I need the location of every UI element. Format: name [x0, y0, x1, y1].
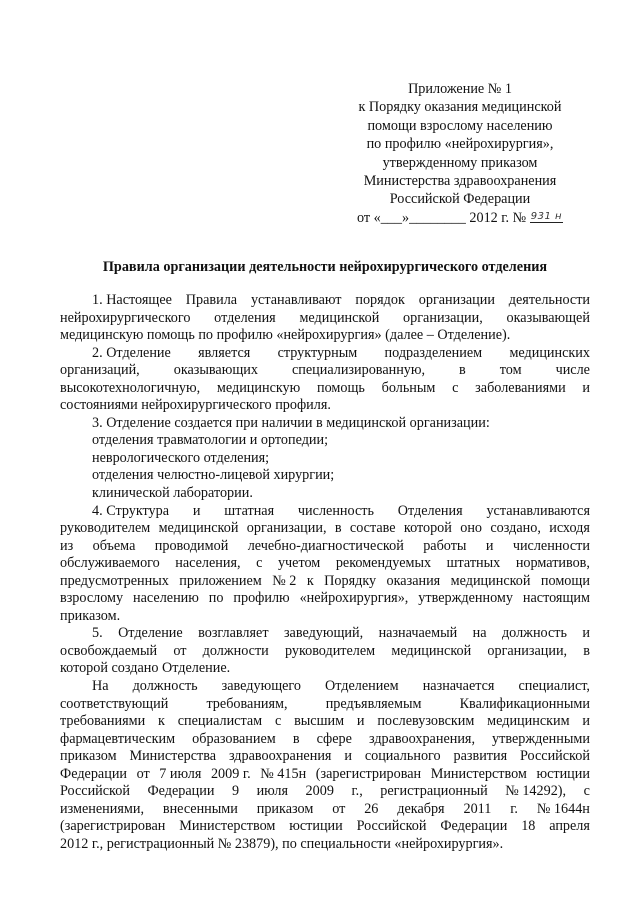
paragraph — [60, 485, 590, 503]
appendix-line: помощи взрослому населению — [367, 117, 553, 134]
text-line — [60, 345, 590, 363]
word: возглавляет — [198, 625, 269, 642]
word: нейрохирургического — [60, 309, 191, 326]
word: заведующий, — [283, 625, 364, 642]
word: рекомендуемых — [335, 555, 432, 572]
word: исходя — [549, 520, 590, 537]
word: организации, — [246, 520, 327, 537]
word: к — [306, 572, 314, 589]
word: (зарегистрирован — [315, 765, 422, 782]
appendix-date-line — [330, 209, 590, 229]
word: учетом — [277, 555, 321, 572]
text-line — [60, 538, 590, 556]
word: больным — [381, 379, 436, 396]
word: (зарегистрирован — [60, 818, 166, 835]
document-title: Правила организации деятельности нейрохирургического отделения — [102, 259, 548, 275]
word: и — [582, 713, 590, 730]
word: развития — [453, 748, 508, 765]
word: приказом — [60, 748, 117, 765]
word: 9 — [231, 783, 240, 800]
word: назначаемый — [378, 625, 458, 642]
word: На — [92, 678, 109, 695]
word: из — [60, 537, 74, 554]
word: от — [136, 765, 150, 782]
word: № 14292), — [505, 783, 567, 800]
word: утвержденному — [418, 590, 513, 607]
word: создано, — [490, 520, 541, 537]
word: 2. Отделение — [92, 344, 171, 361]
text-line: состояниями нейрохирургического профиля. — [60, 397, 331, 414]
word: к — [157, 713, 165, 730]
word: 1. Настоящее — [92, 292, 172, 308]
text-line: медицинскую помощь по профилю «нейрохирургия» (далее – Отделение). — [60, 327, 511, 344]
word: профилю — [233, 590, 290, 607]
word: подразделением — [384, 344, 483, 361]
word: должность — [132, 678, 198, 695]
word: настоящим — [522, 590, 590, 607]
word: Федерации — [147, 783, 215, 800]
text-line — [60, 573, 590, 591]
word: проводимой — [154, 537, 229, 554]
word: «нейрохирургия», — [299, 590, 409, 607]
text-line — [60, 555, 590, 573]
word: Отделение — [118, 625, 183, 642]
word: лечебно-диагностической — [247, 537, 404, 554]
word: декабря — [397, 800, 445, 817]
word: внесенными — [162, 800, 238, 817]
word: 2009 — [305, 783, 334, 800]
word: и — [582, 625, 590, 642]
word: работы — [423, 537, 467, 554]
text-line — [60, 643, 590, 661]
appendix-line: к Порядку оказания медицинской — [358, 99, 562, 116]
paragraph — [60, 432, 590, 450]
word: требованиями — [60, 713, 146, 730]
paragraph — [60, 467, 590, 485]
word: руководителем — [284, 642, 376, 659]
word: Федерации — [60, 765, 128, 782]
word: медицинской — [299, 309, 380, 326]
word: 5. — [92, 625, 103, 642]
word: отделения — [214, 309, 276, 326]
word: порядок — [355, 292, 405, 308]
text-line: 3. Отделение создается при наличии в медицинской организации: — [92, 414, 490, 431]
word: помощь — [316, 379, 365, 396]
word: с — [452, 379, 459, 396]
word: Отделения — [397, 502, 463, 519]
word: специалистам — [177, 713, 263, 730]
word: образованием — [192, 730, 276, 747]
word: Федерации — [440, 818, 508, 835]
text-line — [60, 590, 590, 608]
text-line: приказом. — [60, 607, 121, 624]
word: № 1644н — [536, 800, 590, 817]
word: высокотехнологичную, — [60, 379, 201, 396]
text-line — [60, 362, 590, 380]
word: в — [583, 642, 590, 659]
appendix-header — [330, 80, 590, 229]
word: здравоохранения, — [368, 730, 475, 747]
word: устанавливаются — [486, 502, 590, 519]
word: 4. Структура — [92, 502, 170, 519]
text-line — [60, 713, 590, 731]
text-line: отделения челюстно-лицевой хирургии; — [92, 467, 335, 484]
text-line: неврологического отделения; — [92, 449, 270, 466]
word: юстиции — [289, 818, 343, 835]
word: и — [192, 502, 201, 519]
paragraph — [60, 292, 590, 345]
word: численность — [297, 502, 374, 519]
word: организации — [418, 292, 495, 308]
word: населению — [133, 590, 199, 607]
word: юстиции — [536, 765, 590, 782]
word: должности — [202, 642, 269, 659]
word: Отделением — [325, 678, 399, 695]
word: Российской — [356, 818, 427, 835]
word: Квалификационными — [459, 695, 590, 712]
word: г., — [351, 783, 363, 800]
text-line — [60, 625, 590, 643]
word: составе — [349, 520, 396, 537]
word: Министерства — [129, 748, 217, 765]
word: деятельности — [508, 292, 590, 308]
word: высшим — [294, 713, 345, 730]
appendix-line: Приложение № 1 — [408, 81, 512, 97]
word: сфере — [316, 730, 352, 747]
word: Российской — [60, 783, 130, 800]
word: приложением — [179, 572, 262, 589]
text-line — [60, 503, 590, 521]
word: Правила — [185, 292, 238, 308]
word: медицинскую — [216, 379, 301, 396]
text-line — [60, 766, 590, 784]
word: Порядку — [324, 572, 377, 589]
word: Министерством — [179, 818, 276, 835]
word: медицинской — [391, 642, 472, 659]
word: изменениями, — [60, 800, 144, 817]
word: и — [485, 537, 494, 554]
word: на — [472, 625, 487, 642]
appendix-line: Министерства здравоохранения — [363, 173, 557, 190]
word: оно — [460, 520, 483, 537]
word: июля — [256, 783, 289, 800]
word: штатных — [446, 555, 501, 572]
word: приказом — [256, 800, 314, 817]
paragraph — [60, 415, 590, 433]
word: и — [344, 748, 352, 765]
word: организации, — [487, 642, 568, 659]
word: оказывающей — [506, 309, 590, 326]
word: Российской — [520, 748, 590, 765]
word: организации, — [403, 309, 483, 326]
word: послевузовским — [377, 713, 475, 730]
text-line — [60, 310, 590, 328]
word: с — [274, 713, 282, 730]
word: апреля — [549, 818, 590, 835]
text-line — [60, 678, 590, 696]
paragraph — [60, 450, 590, 468]
appendix-line: утвержденному приказом — [382, 154, 538, 171]
paragraph — [60, 503, 590, 626]
word: руководителем — [60, 520, 151, 537]
word: освобождаемый — [60, 642, 158, 659]
word: фармацевтическим — [60, 730, 176, 747]
word: назначается — [422, 678, 495, 695]
word: от — [173, 642, 187, 659]
text-line: отделения травматологии и ортопедии; — [92, 432, 329, 449]
word: которой — [403, 520, 452, 537]
text-line: 2012 г., регистрационный № 23879), по специальности «нейрохирургия». — [60, 835, 504, 852]
word: 2011 — [463, 800, 492, 817]
word: численности — [512, 537, 590, 554]
word: с — [583, 783, 590, 800]
text-line — [60, 801, 590, 819]
word: заведующего — [221, 678, 301, 695]
word: является — [198, 344, 251, 361]
word: социального — [364, 748, 441, 765]
appendix-line: Российской Федерации — [389, 191, 531, 208]
word: по — [208, 590, 224, 607]
word: 2009 г. — [210, 765, 251, 782]
word: штатная — [224, 502, 275, 519]
paragraph — [60, 678, 590, 853]
word: с — [256, 555, 263, 572]
paragraph — [60, 625, 590, 678]
word: взрослому — [60, 590, 124, 607]
word: здравоохранения — [228, 748, 332, 765]
word: медицинской — [158, 520, 239, 537]
word: требованиям, — [206, 695, 288, 712]
text-line: клинической лаборатории. — [92, 485, 253, 502]
word: в — [459, 362, 466, 379]
word: структурным — [277, 344, 358, 361]
word: числе — [555, 362, 590, 379]
text-line — [60, 731, 590, 749]
word: 7 июля — [159, 765, 202, 782]
word: регистрационный — [380, 783, 488, 800]
text-line — [60, 783, 590, 801]
word: том — [499, 362, 522, 379]
paragraph — [60, 345, 590, 415]
handwritten-order-number: 931 н — [530, 210, 563, 222]
word: оказывающих — [173, 362, 258, 379]
word: предъявляемым — [325, 695, 422, 712]
text-line — [60, 520, 590, 538]
word: организаций, — [60, 362, 140, 379]
word: оказания — [386, 572, 441, 589]
text-line: которой создано Отделение. — [60, 660, 231, 677]
text-line — [60, 748, 590, 766]
word: № 415н — [260, 765, 307, 782]
word: населения, — [175, 555, 241, 572]
word: медицинским — [487, 713, 570, 730]
word: объема — [92, 537, 136, 554]
word: соответствующий — [60, 695, 169, 712]
word: в — [334, 520, 342, 537]
word: нормативов, — [515, 555, 590, 572]
word: и — [582, 379, 590, 396]
word: Министерством — [430, 765, 527, 782]
word: 26 — [364, 800, 379, 817]
text-line — [60, 818, 590, 836]
word: медицинских — [509, 344, 590, 361]
word: обслуживаемого — [60, 555, 160, 572]
word: устанавливают — [250, 292, 342, 308]
word: предусмотренных — [60, 572, 169, 589]
word: утвержденными — [492, 730, 590, 747]
appendix-line: по профилю «нейрохирургия», — [366, 136, 554, 153]
document-body — [60, 292, 590, 854]
word: 18 — [521, 818, 536, 835]
word: специалист, — [518, 678, 590, 695]
text-line — [60, 696, 590, 714]
word: должность — [501, 625, 567, 642]
word: г. — [510, 800, 518, 817]
text-line — [60, 380, 590, 398]
word: помощи — [540, 572, 590, 589]
text-line — [60, 292, 590, 310]
word: заболеваниями — [475, 379, 566, 396]
word: № 2 — [272, 572, 297, 589]
word: от — [332, 800, 346, 817]
date-line-prefix: от «___»________ 2012 г. № — [356, 209, 527, 226]
word: и — [356, 713, 365, 730]
word: в — [292, 730, 300, 747]
word: специализированную, — [291, 362, 426, 379]
word: медицинской — [450, 572, 531, 589]
